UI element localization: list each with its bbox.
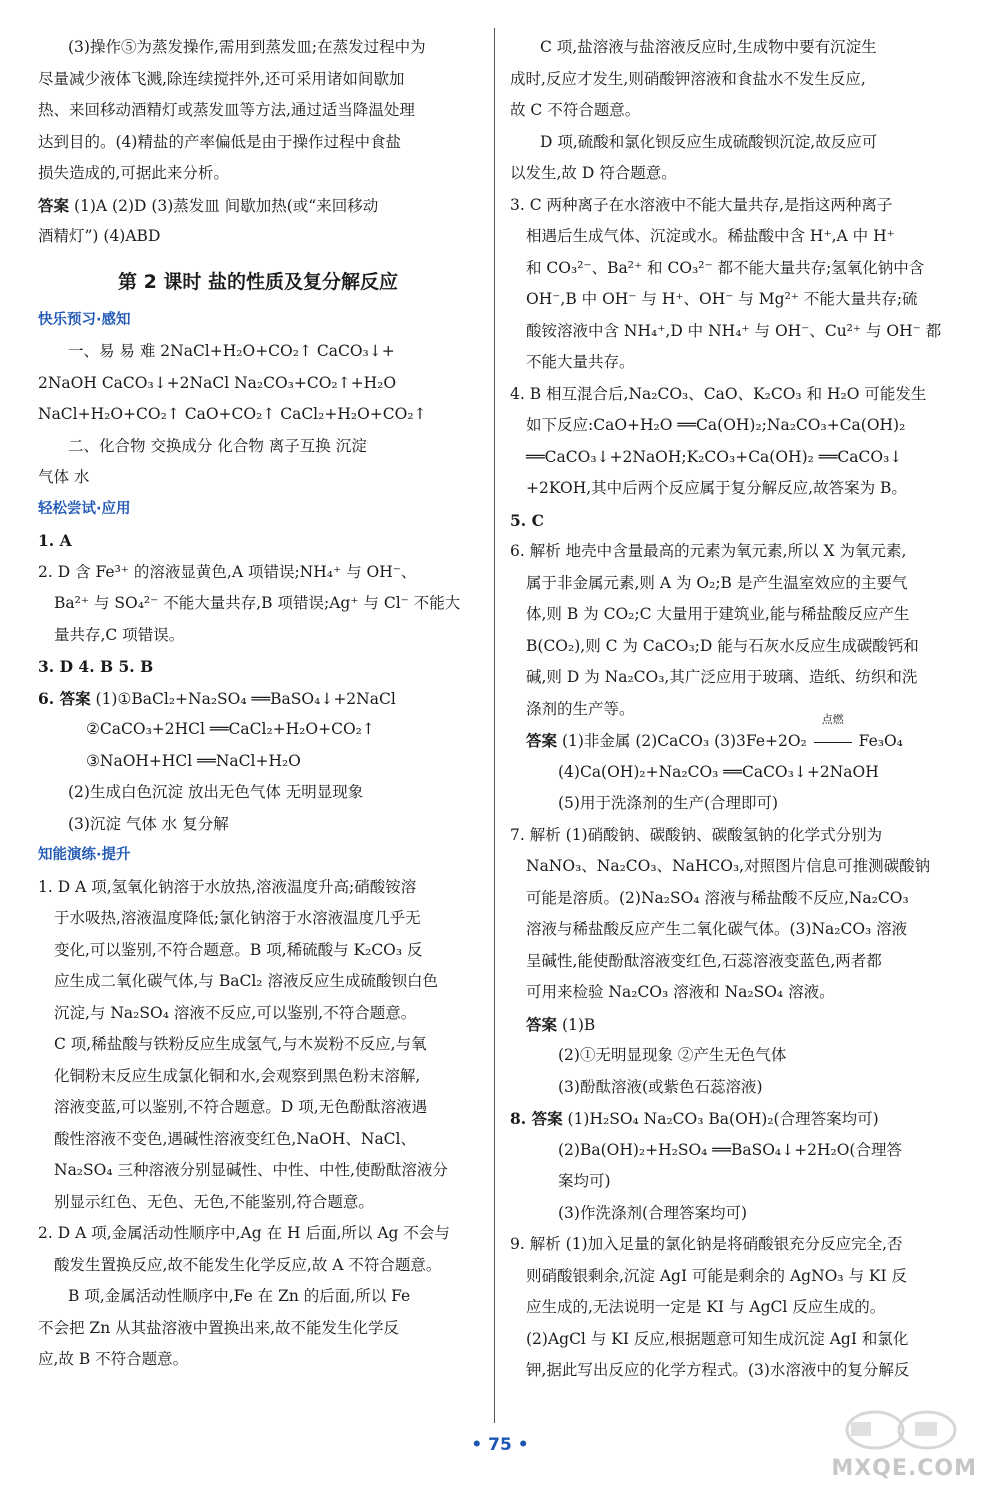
text-line: 相遇后生成气体、沉淀或水。稀盐酸中含 H⁺,A 中 H⁺ (526, 227, 895, 245)
answer-label: 答案 (526, 731, 558, 750)
text-line: (3)作洗涤剂(合理答案均可) (558, 1203, 748, 1222)
answer-text: (1)B (561, 1015, 596, 1034)
text-line: 达到目的。(4)精盐的产率偏低是由于操作过程中食盐 (38, 132, 401, 151)
text-line: (3)操作⑤为蒸发操作,需用到蒸发皿;在蒸发过程中为 (68, 38, 426, 56)
text-line: 酒精灯”) (4)ABD (38, 227, 161, 245)
watermark-text: MXQE.COM (831, 1455, 977, 1481)
text-line: 化铜粉末反应生成氯化铜和水,会观察到黑色粉末溶解, (54, 1066, 421, 1085)
text-line: (2)AgCl 与 KI 反应,根据题意可知生成沉淀 AgI 和氯化 (526, 1329, 909, 1348)
text-line: C 项,盐溶液与盐溶液反应时,生成物中要有沉淀生 (540, 38, 877, 56)
answer-label: 答案 (526, 1014, 558, 1034)
question-line: 5. C (510, 510, 544, 530)
page-number: • 75 • (471, 1435, 529, 1455)
text-line: 沉淀,与 Na₂SO₄ 溶液不反应,可以鉴别,不符合题意。 (54, 1003, 417, 1022)
text-line: 可能是溶质。(2)Na₂SO₄ 溶液与稀盐酸不反应,Na₂CO₃ (526, 888, 909, 907)
question-line: 3. D 4. B 5. B (38, 657, 154, 676)
text-line: 和 CO₃²⁻、Ba²⁺ 和 CO₃²⁻ 都不能大量共存;氢氧化钠中含 (526, 258, 925, 277)
text-line: 2NaOH CaCO₃↓+2NaCl Na₂CO₃+CO₂↑+H₂O (38, 373, 397, 392)
reaction-arrow (812, 713, 854, 758)
text-line: 一、易 易 难 2NaCl+H₂O+CO₂↑ CaCO₃↓+ (68, 342, 395, 360)
text-line: 于水吸热,溶液温度降低;氯化钠溶于水溶液温度几乎无 (54, 909, 421, 927)
answer-line (38, 190, 478, 222)
question-line: 2. D A 项,金属活动性顺序中,Ag 在 H 后面,所以 Ag 不会与 (38, 1224, 450, 1242)
question-line: 3. C 两种离子在水溶液中不能大量共存,是指这两种离子 (510, 195, 893, 214)
section-heading: 知能演练·提升 (38, 847, 131, 863)
text-line: 酸性溶液不变色,遇碱性溶液变红色,NaOH、NaCl、 (54, 1129, 417, 1148)
question-line: 1. A (38, 531, 72, 550)
text-line: 应生成二氧化碳气体,与 BaCl₂ 溶液反应生成硫酸钡白色 (54, 972, 438, 990)
text-line: 碱,则 D 为 Na₂CO₃,其广泛应用于玻璃、造纸、纺织和洗 (526, 668, 918, 686)
text-line: 应,故 B 不符合题意。 (38, 1350, 189, 1368)
text-line: 案均可) (558, 1172, 611, 1190)
text-line: 钾,据此写出反应的化学方程式。(3)水溶液中的复分解反 (526, 1361, 910, 1379)
text-line: 别显示红色、无色、无色,不能鉴别,符合题意。 (54, 1192, 374, 1211)
text-line: 损失造成的,可据此来分析。 (38, 164, 229, 182)
answer-label: 8. 答案 (510, 1109, 563, 1128)
text-line: 溶液变蓝,可以鉴别,不符合题意。D 项,无色酚酞溶液遇 (54, 1098, 428, 1116)
reaction-condition: 点燃 (821, 713, 844, 726)
text-line: D 项,硫酸和氯化钡反应生成硫酸钡沉淀,故反应可 (540, 132, 878, 151)
text-line: B 项,金属活动性顺序中,Fe 在 Zn 的后面,所以 Fe (68, 1287, 411, 1305)
right-column (510, 32, 965, 1387)
answer-line (510, 1009, 965, 1041)
question-line: 1. D A 项,氢氧化钠溶于水放热,溶液温度升高;硝酸铵溶 (38, 877, 417, 896)
question-line: 2. D 含 Fe³⁺ 的溶液显黄色,A 项错误;NH₄⁺ 与 OH⁻、 (38, 562, 417, 581)
text-line: 变化,可以鉴别,不符合题意。B 项,稀硫酸与 K₂CO₃ 反 (54, 940, 423, 959)
watermark-logo (815, 1400, 985, 1490)
text-line: 属于非金属元素,则 A 为 O₂;B 是产生温室效应的主要气 (526, 573, 908, 592)
text-line: (2)生成白色沉淀 放出无色气体 无明显现象 (68, 783, 364, 801)
text-line: 则硝酸银剩余,沉淀 AgI 可能是剩余的 AgNO₃ 与 KI 反 (526, 1266, 908, 1285)
left-column (38, 32, 478, 1376)
text-line: NaCl+H₂O+CO₂↑ CaO+CO₂↑ CaCl₂+H₂O+CO₂↑ (38, 405, 427, 423)
text-line: B(CO₂),则 C 为 CaCO₃;D 能与石灰水反应生成碳酸钙和 (526, 636, 919, 655)
text-line: ②CaCO₃+2HCl ══CaCl₂+H₂O+CO₂↑ (86, 720, 375, 738)
answer-text: Fe₃O₄ (858, 732, 903, 750)
text-line: 应生成的,无法说明一定是 KI 与 AgCl 反应生成的。 (526, 1298, 886, 1316)
section-heading: 快乐预习·感知 (38, 311, 131, 328)
text-line: 酸铵溶液中含 NH₄⁺,D 中 NH₄⁺ 与 OH⁻、Cu²⁺ 与 OH⁻ 都 (526, 321, 942, 340)
answer-text: (1)①BaCl₂+Na₂SO₄ ══BaSO₄↓+2NaCl (95, 689, 396, 708)
text-line: 呈碱性,能使酚酞溶液变红色,石蕊溶液变蓝色,两者都 (526, 951, 882, 970)
text-line: 如下反应:CaO+H₂O ══Ca(OH)₂;Na₂CO₃+Ca(OH)₂ (526, 416, 906, 434)
text-line: (2)Ba(OH)₂+H₂SO₄ ══BaSO₄↓+2H₂O(合理答 (558, 1140, 902, 1159)
text-line: OH⁻,B 中 OH⁻ 与 H⁺、OH⁻ 与 Mg²⁺ 不能大量共存;硫 (526, 290, 918, 308)
section-heading: 轻松尝试·应用 (38, 500, 131, 517)
question-line: 4. B 相互混合后,Na₂CO₃、CaO、K₂CO₃ 和 H₂O 可能发生 (510, 384, 927, 403)
text-line: +2KOH,其中后两个反应属于复分解反应,故答案为 B。 (526, 479, 907, 497)
answer-label: 6. 答案 (38, 688, 91, 708)
question-line: 9. 解析 (1)加入足量的氯化钠是将硝酸银充分反应完全,否 (510, 1235, 903, 1253)
text-line: 酸发生置换反应,故不能发生化学反应,故 A 不符合题意。 (54, 1255, 442, 1274)
text-line: (3)酚酞溶液(或紫色石蕊溶液) (558, 1077, 763, 1096)
text-line: 尽量减少液体飞溅,除连续搅拌外,还可采用诸如间歇加 (38, 69, 405, 88)
text-line: 二、化合物 交换成分 化合物 离子互换 沉淀 (68, 436, 367, 455)
text-line: 溶液与稀盐酸反应产生二氧化碳气体。(3)Na₂CO₃ 溶液 (526, 920, 908, 938)
answer-label: 答案 (38, 195, 70, 215)
text-line: 以发生,故 D 符合题意。 (510, 164, 677, 182)
text-line: 涤剂的生产等。 (526, 699, 635, 718)
text-line: 体,则 B 为 CO₂;C 大量用于建筑业,能与稀盐酸反应产生 (526, 605, 910, 623)
text-line: (2)①无明显现象 ②产生无色气体 (558, 1046, 787, 1064)
text-line: 故 C 不符合题意。 (510, 101, 641, 119)
text-line: (5)用于洗涤剂的生产(合理即可) (558, 794, 779, 812)
answer-line (510, 713, 965, 757)
text-line: ══CaCO₃↓+2NaOH;K₂CO₃+Ca(OH)₂ ══CaCO₃↓ (526, 447, 903, 466)
text-line: (3)沉淀 气体 水 复分解 (68, 814, 229, 833)
text-line: 热、来回移动酒精灯或蒸发皿等方法,通过适当降温处理 (38, 101, 415, 119)
answer-line (38, 683, 478, 715)
text-line: 可用来检验 Na₂CO₃ 溶液和 Na₂SO₄ 溶液。 (526, 983, 835, 1001)
answer-text: (1)H₂SO₄ Na₂CO₃ Ba(OH)₂(合理答案均可) (567, 1110, 879, 1128)
question-line: 6. 解析 地壳中含量最高的元素为氧元素,所以 X 为氧元素, (510, 542, 907, 560)
column-divider (494, 28, 495, 1423)
question-line: 7. 解析 (1)硝酸钠、碳酸钠、碳酸氢钠的化学式分别为 (510, 825, 883, 844)
text-line: 成时,反应才发生,则硝酸钾溶液和食盐水不发生反应, (510, 69, 866, 88)
text-line: 不会把 Zn 从其盐溶液中置换出来,故不能发生化学反 (38, 1318, 400, 1337)
text-line: 量共存,C 项错误。 (54, 625, 185, 644)
answer-text: (1)非金属 (2)CaCO₃ (3)3Fe+2O₂ (561, 732, 807, 750)
lesson-title: 第 2 课时 盐的性质及复分解反应 (117, 270, 399, 293)
reaction-line (814, 742, 852, 743)
text-line: ③NaOH+HCl ══NaCl+H₂O (86, 751, 301, 770)
text-line: C 项,稀盐酸与铁粉反应生成氢气,与木炭粉不反应,与氧 (54, 1035, 427, 1053)
text-line: Na₂SO₄ 三种溶液分别显碱性、中性、中性,使酚酞溶液分 (54, 1161, 448, 1179)
text-line: 气体 水 (38, 468, 90, 486)
text-line: Ba²⁺ 与 SO₄²⁻ 不能大量共存,B 项错误;Ag⁺ 与 Cl⁻ 不能大 (54, 594, 461, 612)
text-line: 不能大量共存。 (526, 353, 635, 371)
text-line: (4)Ca(OH)₂+Na₂CO₃ ══CaCO₃↓+2NaOH (558, 762, 879, 781)
text-line: NaNO₃、Na₂CO₃、NaHCO₃,对照图片信息可推测碳酸钠 (526, 857, 931, 875)
answer-line (510, 1103, 965, 1135)
answer-text: (1)A (2)D (3)蒸发皿 间歇加热(或“来回移动 (73, 196, 379, 215)
